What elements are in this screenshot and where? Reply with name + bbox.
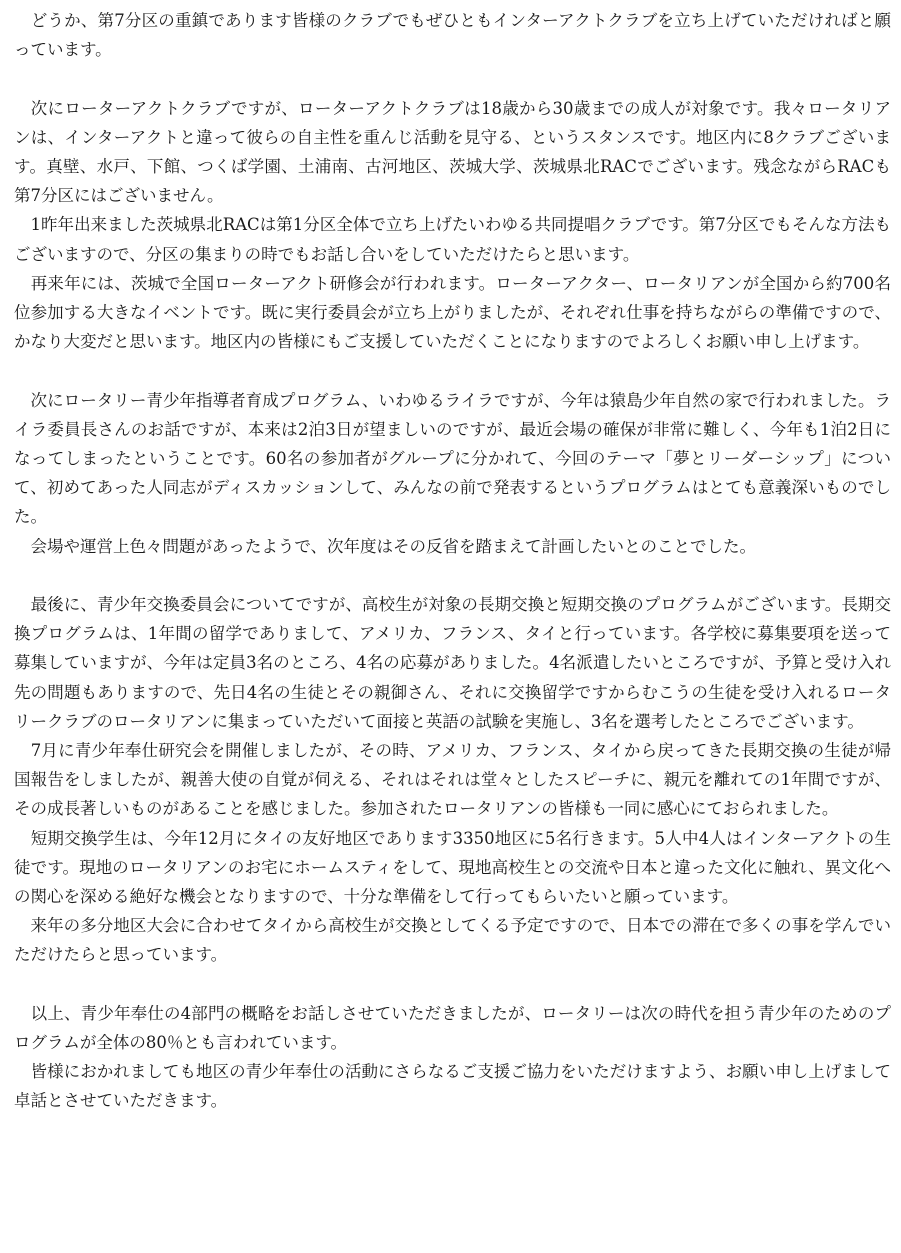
paragraph-short-term-exchange: 短期交換学生は、今年12月にタイの友好地区であります3350地区に5名行きます。5人中4人はインターアクトの生徒です。現地のロータリアンのお宅にホームスティをして、現地高校生との交流や日本と違った文化に触れ、異文化への関心を深める絶好な機会となりますので、十分な準備をして行ってもらいたいと願っています。	[14, 828, 891, 907]
paragraph-summary: 以上、青少年奉仕の4部門の概略をお話しさせていただきましたが、ロータリーは次の時代を担う青少年のためのプログラムが全体の80％とも言われています。	[14, 1003, 891, 1053]
paragraph-spacer	[14, 970, 891, 999]
paragraph-exchange-report: 7月に青少年奉仕研究会を開催しましたが、その時、アメリカ、フランス、タイから戻ってきた長期交換の生徒が帰国報告をしましたが、親善大使の自覚が伺える、それはそれは堂々としたスピーチに、親元を離れての1年間ですが、その成長著しいものがあることを感じました。参加されたロータリアンの皆様も一同に感心にておられました。	[14, 741, 891, 819]
paragraph-inbound-exchange: 来年の多分地区大会に合わせてタイから高校生が交換としてくる予定ですので、日本での滞在で多くの事を学んでいただけたらと思っています。	[14, 916, 891, 965]
paragraph-ryla: 次にロータリー青少年指導者育成プログラム、いわゆるライラですが、今年は猿島少年自然の家で行われました。ライラ委員長さんのお話ですが、本来は2泊3日が望ましいのですが、最近会場の確保が非常に難しく、今年も1泊2日になってしまったということです。60名の参加者がグループに分かれて、今回のテーマ「夢とリーダーシップ」について、初めてあった人同志がディスカッションして、みんなの前で発表するというプログラムはとても意義深いものでした。	[14, 390, 891, 527]
paragraph-rotaract-seminar: 再来年には、茨城で全国ローターアクト研修会が行われます。ローターアクター、ロータリアンが全国から約700名位参加する大きなイベントです。既に実行委員会が立ち上がりましたが、それぞれ仕事を持ちながらの準備ですので、かなり大変だと思います。地区内の皆様にもご支援していただくことになりますのでよろしくお願い申し上げます。	[14, 273, 891, 352]
paragraph-spacer	[14, 64, 891, 93]
paragraph-rotaract-joint: 1昨年出来ました茨城県北RACは第1分区全体で立ち上げたいわゆる共同提唱クラブです。第7分区でもそんな方法もございますので、分区の集まりの時でもお話し合いをしていただけたらと思います。	[14, 215, 891, 264]
paragraph-closing: 皆様におかれましても地区の青少年奉仕の活動にさらなるご支援ご協力をいただけますよう、お願い申し上げまして卓話とさせていただきます。	[14, 1062, 892, 1111]
paragraph-ryla-review: 会場や運営上色々問題があったようで、次年度はその反省を踏まえて計画したいとのことでした。	[14, 536, 757, 556]
paragraph-interact-request: どうか、第7分区の重鎮であります皆様のクラブでもぜひともインターアクトクラブを立ち上げていただければと願っています。	[14, 11, 891, 60]
paragraph-spacer	[14, 356, 891, 385]
paragraph-spacer	[14, 561, 891, 590]
paragraph-youth-exchange: 最後に、青少年交換委員会についてですが、高校生が対象の長期交換と短期交換のプログラムがございます。長期交換プログラムは、1年間の留学でありまして、アメリカ、フランス、タイと行っています。各学校に募集要項を送って募集していますが、今年は定員3名のところ、4名の応募がありました。4名派遣したいところですが、予算と受け入れ先の問題もありますので、先日4名の生徒とその親御さん、それに交換留学ですからむこうの生徒を受け入れるロータリークラブのロータリアンに集まっていただいて面接と英語の試験を実施し、3名を選考したところでございます。	[14, 595, 891, 731]
paragraph-rotaract-intro: 次にローターアクトクラブですが、ローターアクトクラブは18歳から30歳までの成人が対象です。我々ロータリアンは、インターアクトと違って彼らの自主性を重んじ活動を見守る、というスタンスです。地区内に8クラブございます。真壁、水戸、下館、つくば学園、土浦南、古河地区、茨城大学、茨城県北RACでございます。残念ながらRACも第7分区にはございません。	[14, 98, 891, 206]
